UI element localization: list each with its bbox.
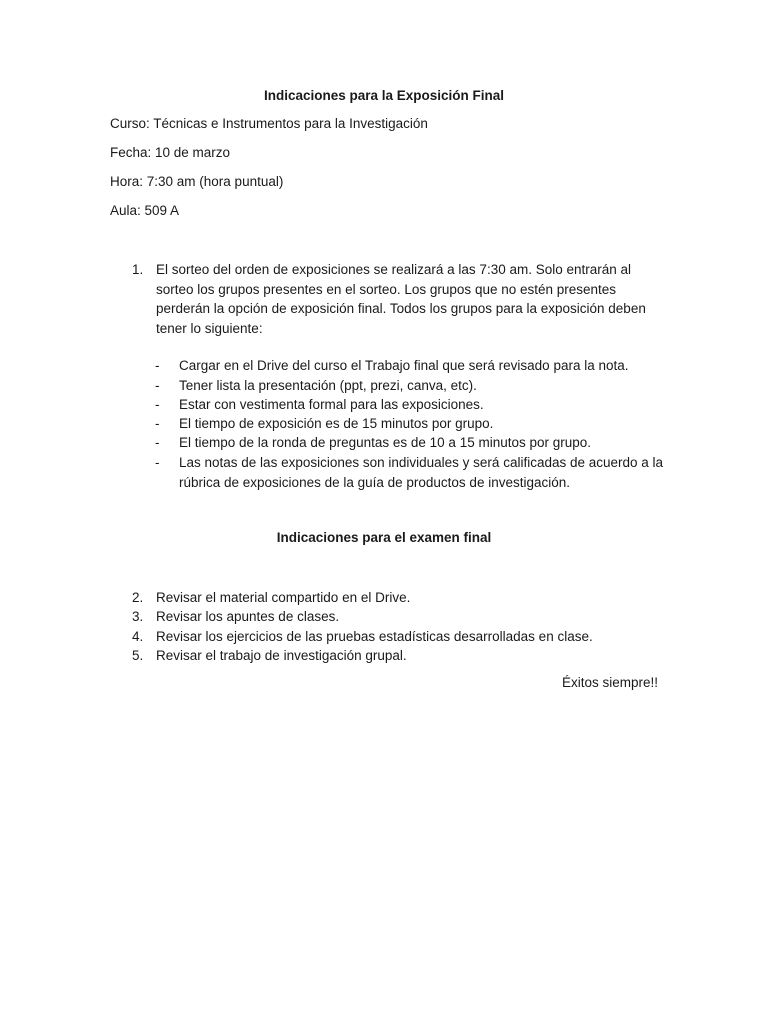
course-line: Curso: Técnicas e Instrumentos para la Investigación bbox=[110, 116, 428, 131]
list-item-3 bbox=[132, 607, 672, 627]
requirement-item bbox=[155, 433, 675, 453]
list-item-2 bbox=[132, 588, 672, 608]
room-line: Aula: 509 A bbox=[110, 203, 180, 218]
list-number: 2. bbox=[132, 590, 144, 605]
dash-marker: - bbox=[155, 378, 160, 393]
dash-marker: - bbox=[155, 416, 160, 431]
list-number: 4. bbox=[132, 629, 144, 644]
list-item-text: Revisar el material compartido en el Drive. bbox=[156, 590, 411, 605]
requirement-text: Las notas de las exposiciones son individuales y será calificadas de acuerdo a la rúbrica de exposiciones de la guía de productos de investigación. bbox=[179, 455, 664, 490]
list-item-text: Revisar los ejercicios de las pruebas estadísticas desarrolladas en clase. bbox=[156, 629, 593, 644]
list-item-4 bbox=[132, 627, 672, 647]
requirement-text: El tiempo de exposición es de 15 minutos por grupo. bbox=[179, 416, 494, 431]
list-item-1 bbox=[132, 260, 672, 338]
dash-marker: - bbox=[155, 455, 160, 470]
list-item-text: Revisar los apuntes de clases. bbox=[156, 609, 340, 624]
dash-marker: - bbox=[155, 435, 160, 450]
date-line: Fecha: 10 de marzo bbox=[110, 145, 231, 160]
requirement-item bbox=[155, 356, 675, 376]
requirement-item bbox=[155, 414, 675, 434]
list-item-text: El sorteo del orden de exposiciones se realizará a las 7:30 am. Solo entrarán al sorteo los grupos presentes en el sorteo. Los grupos que no estén presentes perderán la opción de exposición final. Todos los grupos para la exposición deben tener lo siguiente: bbox=[156, 262, 646, 336]
dash-marker: - bbox=[155, 397, 160, 412]
exposition-title: Indicaciones para la Exposición Final bbox=[263, 88, 505, 103]
list-number: 3. bbox=[132, 609, 144, 624]
list-number: 1. bbox=[132, 262, 144, 277]
requirement-text: Cargar en el Drive del curso el Trabajo final que será revisado para la nota. bbox=[179, 358, 629, 373]
requirement-item bbox=[155, 395, 675, 415]
list-item-text: Revisar el trabajo de investigación grupal. bbox=[156, 648, 407, 663]
requirement-text: Estar con vestimenta formal para las exposiciones. bbox=[179, 397, 484, 412]
dash-marker: - bbox=[155, 358, 160, 373]
requirement-text: El tiempo de la ronda de preguntas es de 10 a 15 minutos por grupo. bbox=[179, 435, 592, 450]
list-item-5 bbox=[132, 646, 672, 666]
closing-message: Éxitos siempre!! bbox=[561, 675, 658, 690]
requirement-item bbox=[155, 453, 675, 492]
requirement-text: Tener lista la presentación (ppt, prezi, canva, etc). bbox=[179, 378, 477, 393]
time-line: Hora: 7:30 am (hora puntual) bbox=[110, 174, 284, 189]
list-number: 5. bbox=[132, 648, 144, 663]
exam-title: Indicaciones para el examen final bbox=[276, 530, 492, 545]
requirement-item bbox=[155, 376, 675, 396]
